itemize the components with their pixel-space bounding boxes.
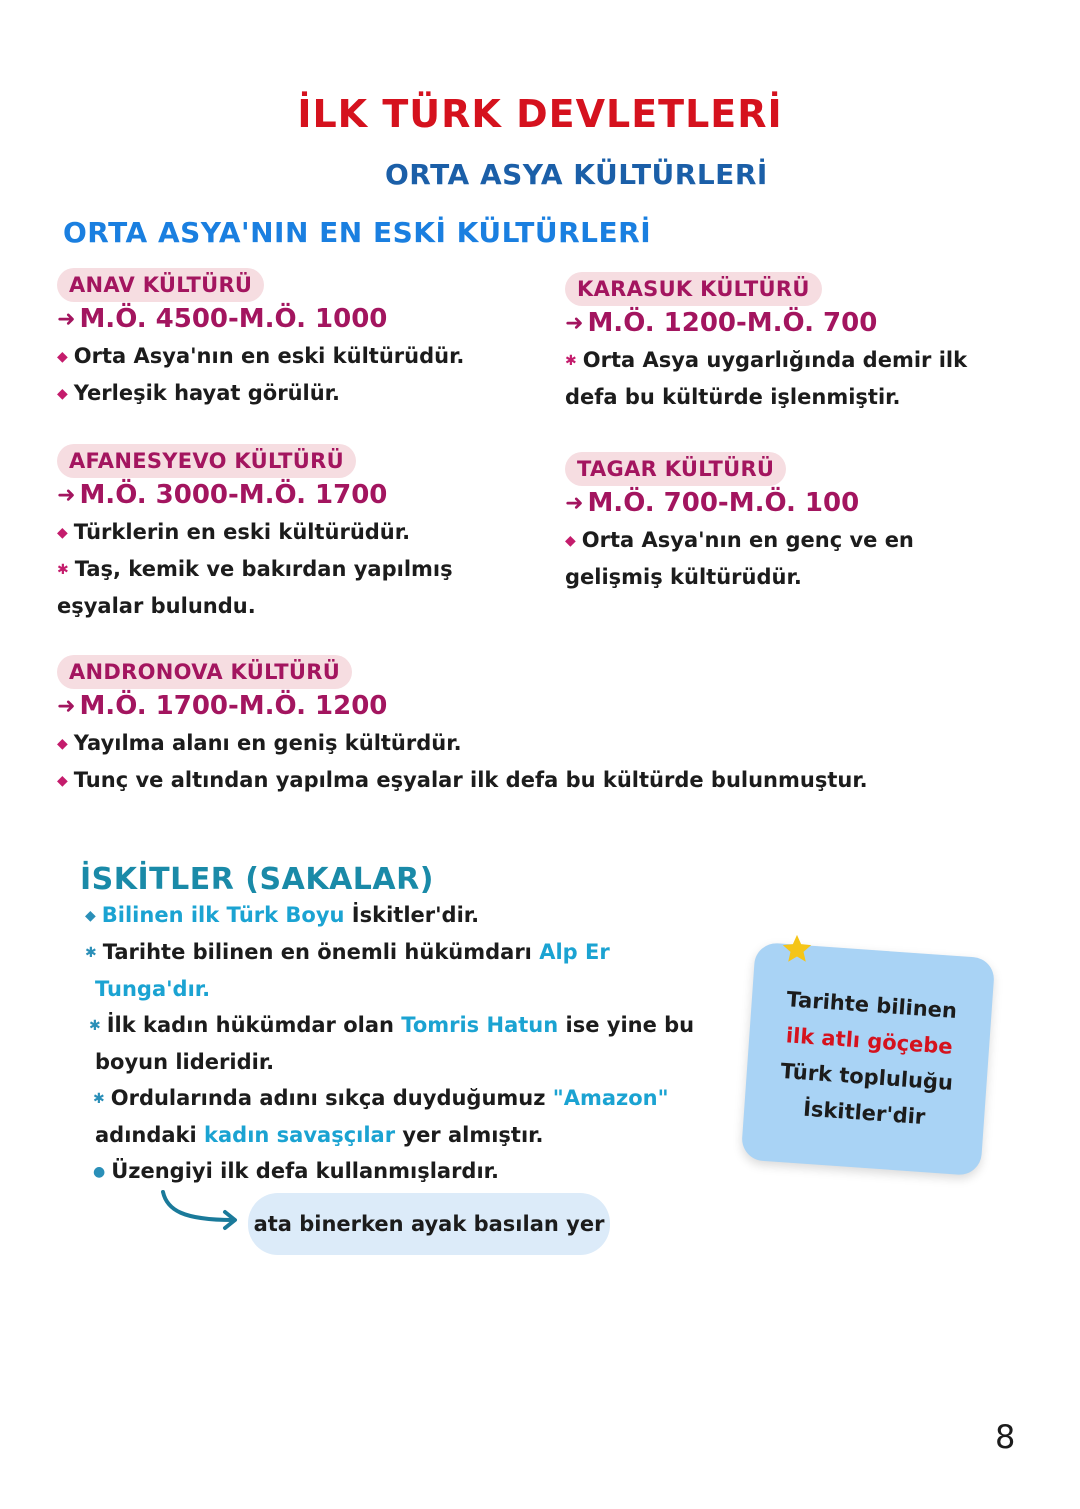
culture-date: ➜ M.Ö. 700-M.Ö. 100 [565,488,860,518]
page-number: 8 [995,1418,1016,1456]
bullet-item: ✱ Ordularında adını sıkça duyduğumuz "Amazon" [93,1086,669,1110]
page-title: İLK TÜRK DEVLETLERİ [297,92,783,136]
arrow-right-icon: ➜ [57,693,76,719]
bullet-item: ● Üzengiyi ilk defa kullanmışlardır. [93,1159,499,1183]
bullet-icon: ◆ [57,736,68,752]
culture-date: ➜ M.Ö. 1200-M.Ö. 700 [565,308,878,338]
bullet-item: ◆ Tunç ve altından yapılma eşyalar ilk defa bu kültürde bulunmuştur. [57,768,868,792]
star-icon [780,932,814,966]
bullet-item: ◆ Orta Asya'nın en genç ve en gelişmiş kültürüdür. [565,528,914,589]
culture-tagar [565,452,1015,595]
bullet-icon: ✱ [85,945,97,961]
arrow-right-icon: ➜ [565,310,584,336]
culture-date: ➜ M.Ö. 4500-M.Ö. 1000 [57,304,388,334]
culture-name: AFANESYEVO KÜLTÜRÜ [57,444,356,478]
bullet-item: ◆ Bilinen ilk Türk Boyu İskitler'dir. [85,903,480,927]
culture-date: ➜ M.Ö. 3000-M.Ö. 1700 [57,480,388,510]
bullet-icon: ◆ [57,773,68,789]
culture-name: KARASUK KÜLTÜRÜ [565,272,822,306]
arrow-right-icon: ➜ [57,306,76,332]
bullet-item: ✱ Tarihte bilinen en önemli hükümdarı Alp Er [85,940,610,964]
info-card: Tarihte bilinen ilk atlı göçebe Türk topluluğu İskitler'dir [741,942,996,1176]
culture-afanesyevo [57,444,487,624]
bullet-continuation: adındaki kadın savaşçılar yer almıştır. [95,1123,544,1147]
bullet-icon: ◆ [57,349,68,365]
culture-name: ANDRONOVA KÜLTÜRÜ [57,655,352,689]
culture-name: ANAV KÜLTÜRÜ [57,268,264,302]
iskitler-title: İSKİTLER (SAKALAR) [80,862,434,897]
bullet-item: ✱ Orta Asya uygarlığında demir ilk defa bu kültürde işlenmiştir. [565,348,968,409]
arrow-right-icon: ➜ [57,482,76,508]
bullet-item: ✱ Taş, kemik ve bakırdan yapılmış eşyalar bulundu. [57,557,453,618]
culture-date: ➜ M.Ö. 1700-M.Ö. 1200 [57,691,388,721]
section-title: ORTA ASYA'NIN EN ESKİ KÜLTÜRLERİ [63,216,652,249]
bullet-icon: ✱ [93,1091,105,1107]
arrow-right-icon: ➜ [565,490,584,516]
bullet-item: ◆ Yerleşik hayat görülür. [57,381,341,405]
culture-andronova [57,655,957,799]
culture-karasuk [565,272,1015,415]
page-subtitle: ORTA ASYA KÜLTÜRLERİ [385,158,768,191]
bullet-icon: ◆ [57,525,68,541]
bullet-item: ✱ İlk kadın hükümdar olan Tomris Hatun ise yine bu [89,1013,695,1037]
bullet-continuation: boyun lideridir. [95,1050,275,1074]
bullet-icon: ◆ [57,386,68,402]
culture-anav [57,268,537,412]
curved-arrow-icon [155,1188,250,1238]
culture-name: TAGAR KÜLTÜRÜ [565,452,786,486]
bullet-continuation: Tunga'dır. [95,977,211,1001]
bullet-item: ◆ Orta Asya'nın en eski kültürüdür. [57,344,465,368]
bullet-icon: ✱ [565,353,577,369]
bullet-item: ◆ Türklerin en eski kültürüdür. [57,520,411,544]
bullet-icon: ● [93,1164,106,1180]
bullet-icon: ✱ [57,562,69,578]
bullet-icon: ◆ [85,908,96,924]
bullet-item: ◆ Yayılma alanı en geniş kültürdür. [57,731,462,755]
iskitler-list [85,897,705,1190]
stirrup-note: ata binerken ayak basılan yer [248,1193,610,1255]
bullet-icon: ◆ [565,533,576,549]
bullet-icon: ✱ [89,1018,101,1034]
